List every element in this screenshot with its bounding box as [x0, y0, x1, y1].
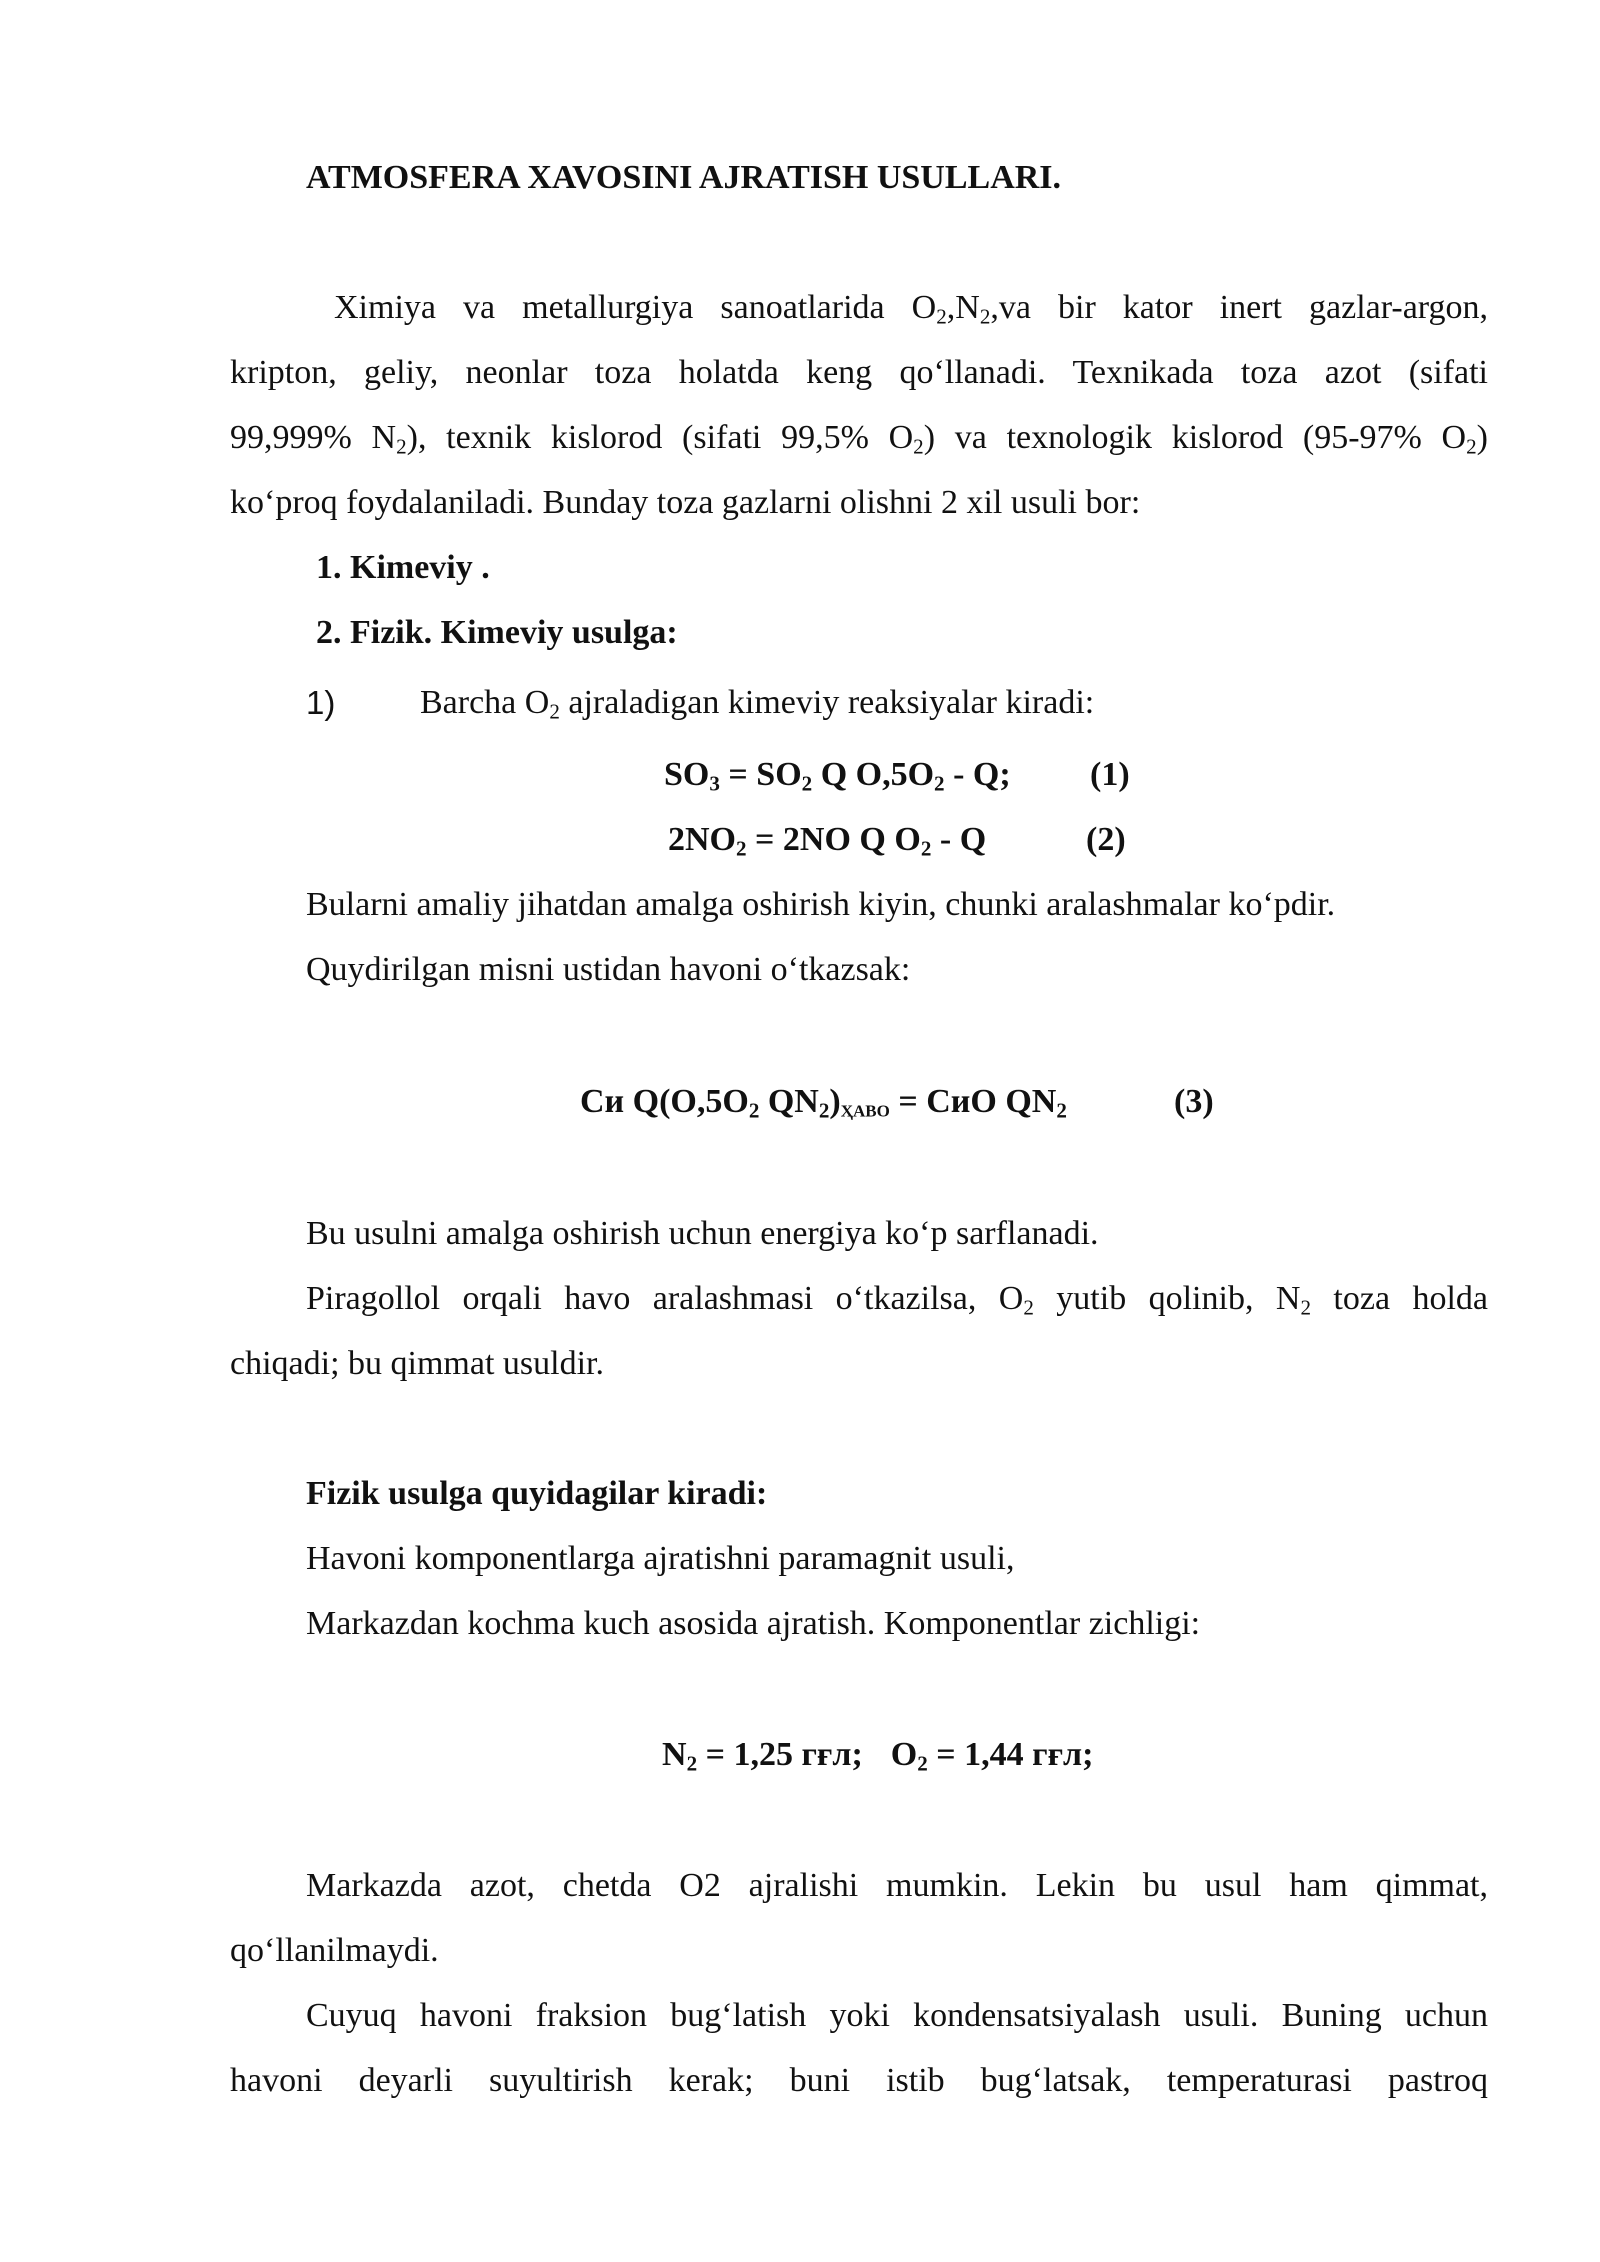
intro-line-3: 99,999% $N_2$), texnik kislorod (sifati 99,5% $O_2$) va texnologik kislorod (95-97% $O_2$) — [230, 419, 1488, 459]
para-4-line-3: Cuyuq havoni fraksion bug‘latish yoki kondensatsiyalash usuli. Buning uchun — [306, 1997, 1488, 2034]
method-1: 1. Kimeviy . — [316, 549, 490, 586]
item-1-number: 1) — [306, 684, 336, 721]
para-4-line-2: qo‘llanilmaydi. — [230, 1932, 439, 1969]
equation-3-number: (3) — [1174, 1083, 1214, 1120]
para-3-line-2: Piragollol orqali havo aralashmasi o‘tkazilsa, $O_2$ yutib qolinib, $N_2$ toza holda — [306, 1280, 1488, 1320]
document-title: ATMOSFERA XAVOSINI AJRATISH USULLARI. — [306, 159, 1062, 196]
intro-line-2: kripton, geliy, neonlar toza holatda keng qo‘llanadi. Texnikada toza azot (sifati — [230, 354, 1488, 391]
para-4-line-1: Markazda azot, chetda O2 ajralishi mumkin. Lekin bu usul ham qimmat, — [306, 1867, 1488, 1904]
equation-1-number: (1) — [1090, 756, 1130, 793]
equation-4: $N_2 = 1,25$ гғл; $O_2 = 1,44$ гғл; — [662, 1736, 1094, 1776]
item-1-text: Barcha $O_2$ ajraladigan kimeviy reaksiyalar kiradi: — [420, 684, 1095, 724]
para-3-line-3: chiqadi; bu qimmat usuldir. — [230, 1345, 604, 1382]
para-2-line-1: Bularni amaliy jihatdan amalga oshirish kiyin, chunki aralashmalar ko‘pdir. — [306, 886, 1336, 923]
fizik-line-2: Markazdan kochma kuch asosida ajratish. Komponentlar zichligi: — [306, 1605, 1201, 1642]
intro-line-1: Ximiya va metallurgiya sanoatlarida $O_2,N_2,va$ bir kator inert gazlar-argon, — [334, 289, 1488, 329]
equation-2-number: (2) — [1086, 821, 1126, 858]
fizik-line-1: Havoni komponentlarga ajratishni paramagnit usuli, — [306, 1540, 1015, 1577]
equation-1: $SO_3 = SO_2$ Q $O,5O_2$ - Q; — [664, 756, 1011, 796]
fizik-heading: Fizik usulga quyidagilar kiradi: — [306, 1475, 768, 1512]
para-4-line-4: havoni deyarli suyultirish kerak; buni istib bug‘latsak, temperaturasi pastroq — [230, 2062, 1488, 2099]
method-2: 2. Fizik. Kimeviy usulga: — [316, 614, 678, 651]
para-2-line-2: Quydirilgan misni ustidan havoni o‘tkazsak: — [306, 951, 911, 988]
para-3-line-1: Bu usulni amalga oshirish uchun energiya ko‘p sarflanadi. — [306, 1215, 1099, 1252]
intro-line-4: ko‘proq foydalaniladi. Bunday toza gazlarni olishni 2 xil usuli bor: — [230, 484, 1141, 521]
equation-3: Си $Q(O,5O_2$ $QN_2)_{ҲАВО}$ = СиO $QN_2$ — [580, 1083, 1067, 1123]
equation-2: $2NO_2 = 2NO$ Q $O_2$ - Q — [668, 821, 987, 861]
